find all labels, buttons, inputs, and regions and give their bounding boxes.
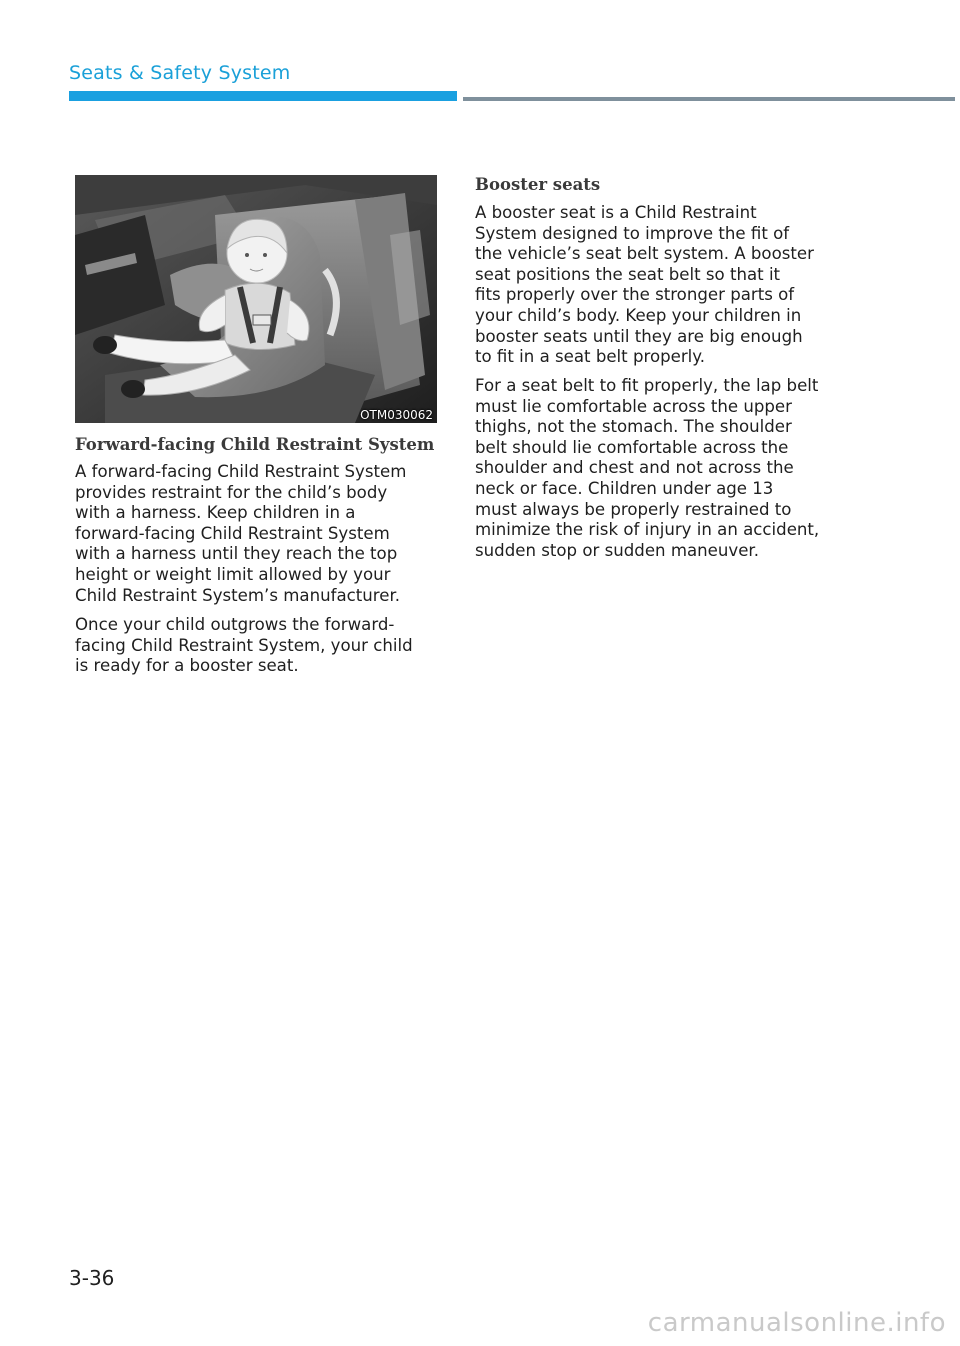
illustration-drawing xyxy=(75,175,437,423)
figure-code: OTM030062 xyxy=(360,408,433,422)
paragraph-forward-facing-2: Once your child outgrows the forward- facing Child Restraint System, your child is ready for a booster seat. xyxy=(75,615,413,676)
child-seat-illustration xyxy=(75,175,437,423)
page-number: 3-36 xyxy=(69,1266,115,1290)
header-rule-gray xyxy=(463,97,955,101)
paragraph-booster-2: For a seat belt to fit properly, the lap belt must lie comfortable across the upper thighs, not the stomach. The shoulder belt should lie comfortable across the shoulder and chest and not across the neck or face. Children under age 13 must always be properly restrained to minimize the risk of injury in an accident, sudden stop or sudden maneuver. xyxy=(475,376,820,560)
paragraph-forward-facing-1: A forward-facing Child Restraint System provides restraint for the child’s body with a harness. Keep children in a forward-facing Child Restraint System with a harness until they reach the top height or weight limit allowed by your Child Restraint System’s manufacturer. xyxy=(75,462,407,605)
paragraph-booster-1: A booster seat is a Child Restraint System designed to improve the fit of the vehicle’s seat belt system. A booster seat positions the seat belt so that it fits properly over the stronger parts of your child’s body. Keep your children in booster seats until they are big enough to fit in a seat belt properly. xyxy=(475,203,814,367)
header-rule-blue xyxy=(69,91,457,101)
section-title: Seats & Safety System xyxy=(69,62,291,84)
heading-forward-facing: Forward-facing Child Restraint System xyxy=(75,435,435,454)
watermark-link[interactable]: carmanualsonline.info xyxy=(647,1308,946,1338)
heading-booster-seats: Booster seats xyxy=(475,175,601,194)
